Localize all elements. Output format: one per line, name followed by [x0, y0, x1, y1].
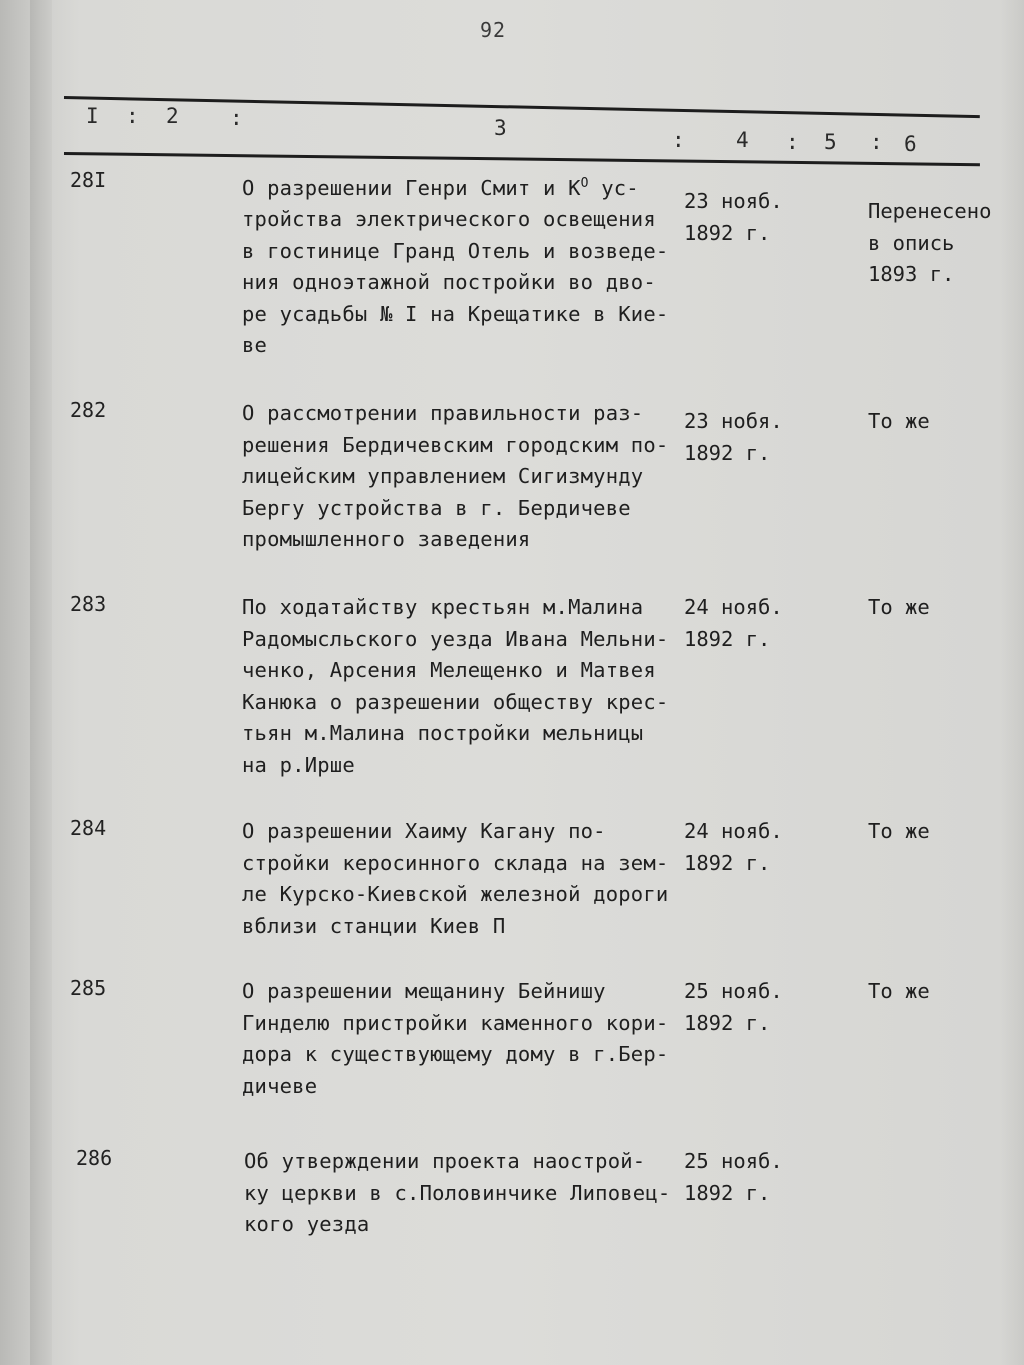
date-line: 1892 г. [684, 626, 771, 651]
entry-note [868, 976, 1018, 1008]
header-col-1: I [86, 104, 99, 128]
title-text: О разрешении Генри Смит и К [242, 175, 581, 200]
entry-title [244, 1146, 704, 1241]
entry-title-line: ре усадьбы № I на Крещатике в Кие- [242, 301, 669, 326]
note-line: То же [868, 595, 930, 619]
header-separator: : [672, 128, 685, 152]
entry-note [868, 816, 1018, 848]
header-rule-top [64, 96, 980, 118]
date-line: 25 нояб. [684, 979, 783, 1003]
entry-title-line: стройки керосинного склада на зем- [242, 850, 669, 875]
entry-title-line: Об утверждении проекта наострой- [244, 1149, 646, 1173]
entry-date [684, 406, 804, 469]
note-line: То же [868, 819, 930, 843]
date-line: 1892 г. [684, 440, 771, 465]
entry-title [242, 398, 702, 556]
entry-title-line: ния одноэтажной постройки во дво- [242, 270, 656, 295]
entry-title [242, 592, 702, 781]
entry-date [684, 186, 804, 249]
entry-title-line: дичеве [242, 1073, 318, 1098]
entry-title-line: ченко, Арсения Мелещенко и Матвея [242, 658, 656, 682]
entry-title-line: О разрешении мещанину Бейнишу [242, 979, 606, 1003]
entry-note [868, 406, 1018, 438]
entry-title-line: ку церкви в с.Половинчике Липовец- [244, 1180, 671, 1205]
entry-title-line: в гостинице Гранд Отель и возведе- [242, 238, 669, 263]
entry-title [242, 816, 702, 942]
date-line: 1892 г. [684, 1010, 771, 1035]
note-line: Перенесено [868, 199, 992, 223]
entry-date [684, 1146, 804, 1209]
header-col-4: 4 [736, 128, 749, 152]
date-line: 1892 г. [684, 850, 771, 875]
entry-title-line: дора к существующему дому в г.Бер- [242, 1042, 669, 1066]
entry-number: 286 [76, 1146, 113, 1170]
date-line: 24 нояб. [684, 595, 783, 619]
entry-number: 285 [70, 976, 107, 1000]
entry-title-line: Бергу устройства в г. Бердичеве [242, 495, 631, 520]
entry-date [684, 816, 804, 879]
entry-title-line: Радомысльского уезда Ивана Мельни- [242, 626, 669, 651]
header-col-2: 2 [166, 104, 179, 128]
date-line: 24 нояб. [684, 819, 783, 843]
entry-title-line: вблизи станции Киев П [242, 913, 506, 938]
date-line: 1892 г. [684, 220, 771, 245]
entry-title-line: ле Курско-Киевской железной дороги [242, 882, 669, 906]
date-line: 23 нояб. [684, 189, 783, 213]
header-rule-bottom [64, 152, 980, 166]
entry-title [242, 168, 702, 362]
entry-number: 284 [70, 816, 107, 840]
entry-title-line: решения Бердичевским городским по- [242, 432, 669, 457]
header-separator: : [126, 104, 139, 128]
entry-number: 28I [70, 168, 107, 192]
previous-page-edge [30, 0, 52, 1365]
entry-title-line: Канюка о разрешении обществу крес- [242, 689, 669, 714]
entry-date [684, 976, 804, 1039]
entry-title-line: По ходатайству крестьян м.Малина [242, 595, 644, 619]
date-line: 1892 г. [684, 1180, 771, 1205]
entry-title-line: тьян м.Малина постройки мельницы [242, 721, 644, 745]
title-superscript: О [580, 176, 589, 191]
page-number: 92 [480, 18, 507, 42]
header-col-3: 3 [494, 116, 507, 140]
entry-title-line: на р.Ирше [242, 752, 355, 777]
date-line: 25 нояб. [684, 1149, 783, 1173]
entry-title-line: лицейским управлением Сигизмунду [242, 464, 644, 488]
entry-title-line: промышленного заведения [242, 527, 531, 551]
entry-note [868, 592, 1018, 624]
entry-title-line: О рассмотрении правильности раз- [242, 401, 644, 425]
note-line: То же [868, 979, 930, 1003]
entry-title [242, 976, 702, 1102]
header-separator: : [870, 130, 883, 154]
entry-title-line: О разрешении Хаиму Кагану по- [242, 819, 606, 843]
note-line: То же [868, 409, 930, 433]
note-line: 1893 г. [868, 262, 955, 286]
entry-title-line: Гинделю пристройки каменного кори- [242, 1010, 669, 1035]
entry-title-line: кого уезда [244, 1212, 370, 1236]
header-col-5: 5 [824, 130, 837, 154]
entry-note [868, 196, 1018, 291]
entry-date [684, 592, 804, 655]
title-text-cont: ус- [588, 175, 639, 200]
entry-number: 283 [70, 592, 107, 616]
entry-number: 282 [70, 398, 107, 422]
entry-title-line: тройства электрического освещения [242, 207, 656, 232]
header-col-6: 6 [904, 132, 917, 156]
entry-title-line: ве [242, 333, 268, 358]
entry-title-line [242, 168, 702, 204]
date-line: 23 нобя. [684, 409, 783, 433]
note-line: в опись [868, 230, 955, 255]
header-separator: : [230, 106, 243, 130]
header-separator: : [786, 130, 799, 154]
